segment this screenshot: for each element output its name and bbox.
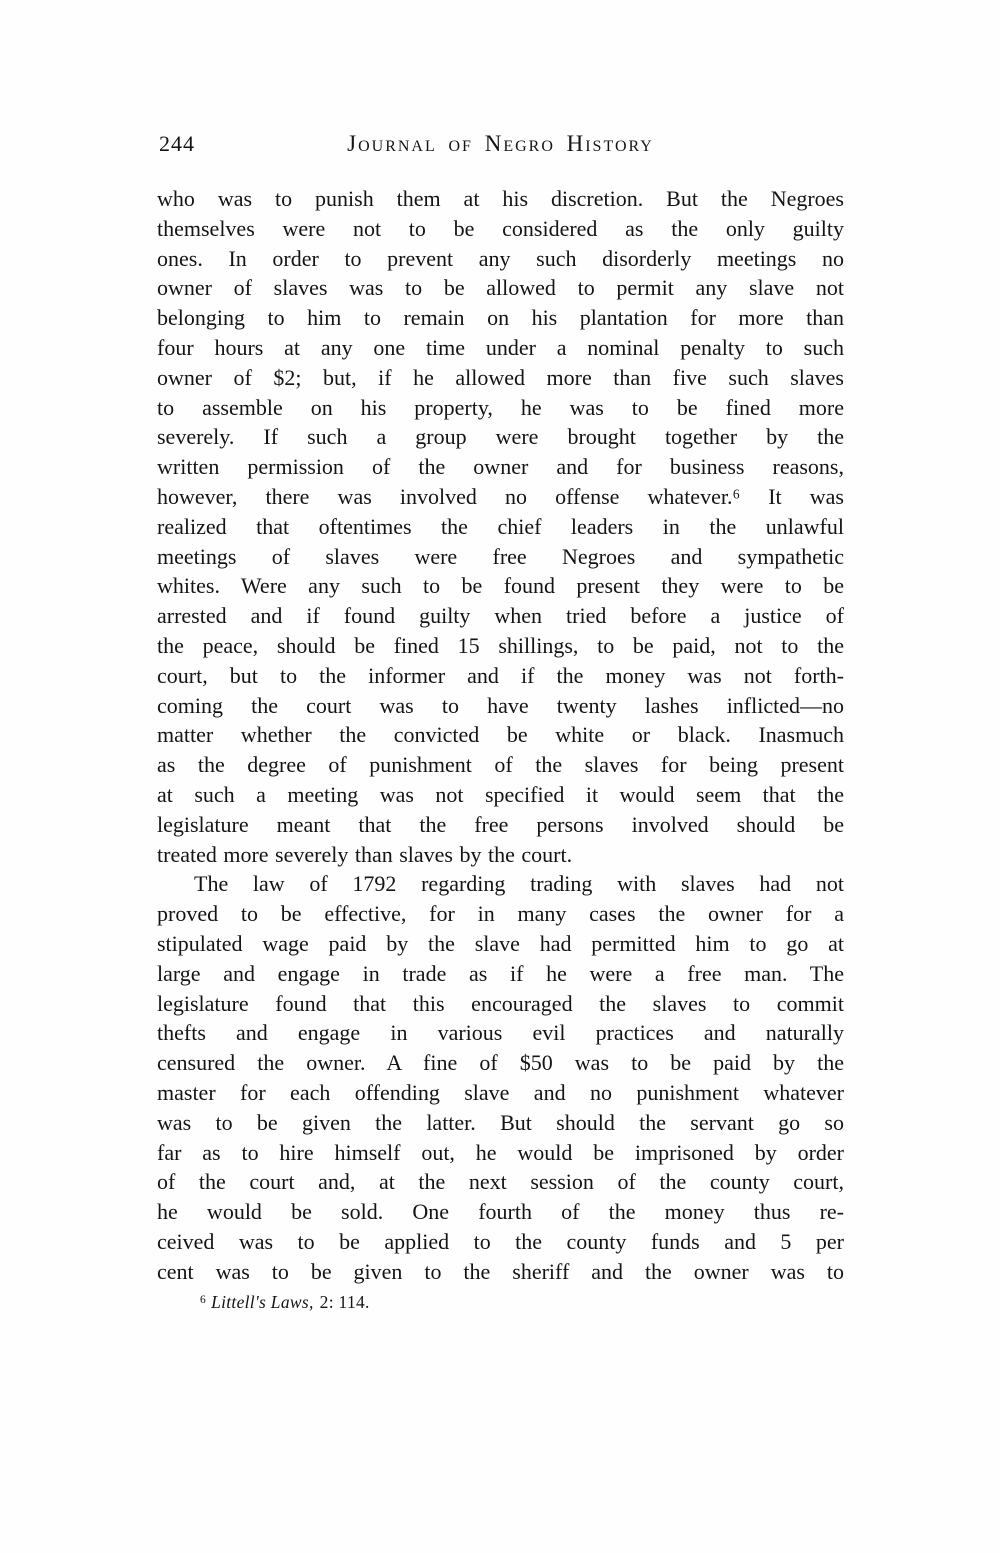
text-line: thefts and engage in various evil practices and naturally bbox=[157, 1020, 844, 1046]
text-line: ceived was to be applied to the county funds and 5 per bbox=[157, 1228, 844, 1254]
text-line: however, there was involved no offense whatever.⁶ It was bbox=[157, 483, 844, 509]
text-line: themselves were not to be considered as the only guilty bbox=[157, 215, 844, 241]
text-line: he would be sold. One fourth of the money thus re- bbox=[157, 1199, 844, 1225]
text-line: large and engage in trade as if he were a free man. The bbox=[157, 960, 844, 986]
text-line: to assemble on his property, he was to be fined more bbox=[157, 394, 844, 420]
text-line: belonging to him to remain on his plantation for more than bbox=[157, 305, 844, 331]
text-line: the peace, should be fined 15 shillings, to be paid, not to the bbox=[157, 632, 844, 658]
paragraph bbox=[157, 869, 844, 1286]
text-line: severely. If such a group were brought together by the bbox=[157, 424, 844, 450]
text-line: whites. Were any such to be found present they were to be bbox=[157, 573, 844, 599]
footnote-reference: 2: 114. bbox=[319, 1292, 370, 1312]
text-line: realized that oftentimes the chief leaders in the unlawful bbox=[157, 513, 844, 539]
footnote-marker: 6 bbox=[200, 1294, 207, 1306]
text-line: far as to hire himself out, he would be imprisoned by order bbox=[157, 1139, 844, 1165]
footnote bbox=[200, 1292, 370, 1313]
text-line: as the degree of punishment of the slaves for being present bbox=[157, 752, 844, 778]
text-line: of the court and, at the next session of the county court, bbox=[157, 1169, 844, 1195]
text-line: The law of 1792 regarding trading with slaves had not bbox=[194, 871, 844, 897]
text-line: master for each offending slave and no punishment whatever bbox=[157, 1079, 844, 1105]
text-line: at such a meeting was not specified it would seem that the bbox=[157, 781, 844, 807]
text-line: censured the owner. A fine of $50 was to be paid by the bbox=[157, 1050, 844, 1076]
text-line: written permission of the owner and for business reasons, bbox=[157, 454, 844, 480]
text-line: coming the court was to have twenty lashes inflicted—no bbox=[157, 692, 844, 718]
text-line: cent was to be given to the sheriff and the owner was to bbox=[157, 1258, 844, 1284]
footnote-source: Littell's Laws, bbox=[211, 1292, 314, 1312]
paragraph bbox=[157, 184, 844, 869]
journal-title: Journal of Negro History bbox=[347, 131, 654, 156]
text-line: legislature found that this encouraged the slaves to commit bbox=[157, 990, 844, 1016]
body-text bbox=[157, 184, 844, 1286]
page-header bbox=[157, 131, 844, 161]
text-line: who was to punish them at his discretion. But the Negroes bbox=[157, 186, 844, 211]
text-line: stipulated wage paid by the slave had permitted him to go at bbox=[157, 930, 844, 956]
text-line: owner of slaves was to be allowed to permit any slave not bbox=[157, 275, 844, 301]
page-number: 244 bbox=[159, 131, 195, 156]
text-line: matter whether the convicted be white or black. Inasmuch bbox=[157, 722, 844, 748]
text-line: court, but to the informer and if the money was not forth- bbox=[157, 662, 844, 688]
text-line: proved to be effective, for in many cases the owner for a bbox=[157, 901, 844, 927]
text-line: ones. In order to prevent any such disorderly meetings no bbox=[157, 245, 844, 271]
text-line: four hours at any one time under a nominal penalty to such bbox=[157, 334, 844, 360]
text-line: treated more severely than slaves by the court. bbox=[157, 841, 573, 867]
text-line: arrested and if found guilty when tried before a justice of bbox=[157, 603, 844, 629]
text-line: legislature meant that the free persons involved should be bbox=[157, 811, 844, 837]
text-line: owner of $2; but, if he allowed more than five such slaves bbox=[157, 364, 844, 390]
text-line: meetings of slaves were free Negroes and sympathetic bbox=[157, 543, 844, 569]
text-line: was to be given the latter. But should the servant go so bbox=[157, 1109, 844, 1135]
